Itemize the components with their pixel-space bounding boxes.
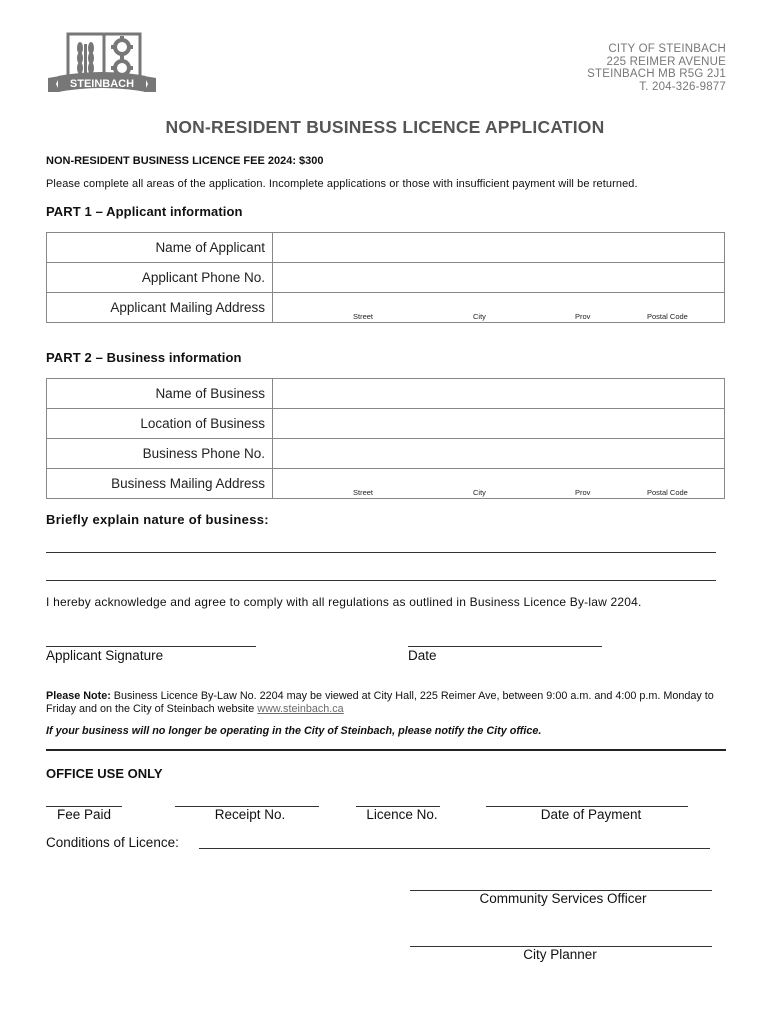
nature-line-1[interactable] xyxy=(46,552,716,553)
business-location-field[interactable] xyxy=(273,409,725,439)
address-phone: T. 204-326-9877 xyxy=(639,80,726,93)
postal-code-sublabel: Postal Code xyxy=(647,312,688,321)
address-subfields xyxy=(273,488,724,497)
business-address-field[interactable] xyxy=(273,469,725,499)
address-subfields xyxy=(273,312,724,321)
street-sublabel: Street xyxy=(353,488,374,497)
street-sublabel: Street xyxy=(353,312,374,321)
note-label: Please Note: xyxy=(46,690,111,702)
please-note xyxy=(46,690,726,716)
city-sublabel: City xyxy=(473,312,486,321)
part2-heading: PART 2 – Business information xyxy=(46,350,242,365)
applicant-info-table xyxy=(46,232,725,323)
conditions-line[interactable] xyxy=(199,848,710,849)
planner-label: City Planner xyxy=(523,947,597,962)
date-line[interactable] xyxy=(408,646,602,647)
business-phone-label: Business Phone No. xyxy=(47,439,273,469)
applicant-phone-label: Applicant Phone No. xyxy=(47,263,273,293)
business-location-label: Location of Business xyxy=(47,409,273,439)
conditions-label: Conditions of Licence: xyxy=(46,835,179,850)
steinbach-logo xyxy=(46,32,158,104)
note-text: Business Licence By-Law No. 2204 may be viewed at City Hall, 225 Reimer Ave, between 9:00 a.m. and 4:00 p.m. Monday to Friday and on the City of Steinbach website xyxy=(46,690,714,715)
address-line: STEINBACH MB R5G 2J1 xyxy=(587,68,726,80)
business-info-table xyxy=(46,378,725,499)
city-sublabel: City xyxy=(473,488,486,497)
date-label: Date xyxy=(408,648,437,663)
signature-label: Applicant Signature xyxy=(46,648,164,663)
part1-heading: PART 1 – Applicant information xyxy=(46,204,243,219)
office-use-heading: OFFICE USE ONLY xyxy=(46,766,163,781)
address-line: CITY OF STEINBACH xyxy=(608,43,726,55)
prov-sublabel: Prov xyxy=(575,488,591,497)
applicant-name-label: Name of Applicant xyxy=(47,233,273,263)
signature-line[interactable] xyxy=(46,646,256,647)
notify-city: If your business will no longer be operating in the City of Steinbach, please notify the City office. xyxy=(46,725,542,737)
licence-no-label: Licence No. xyxy=(366,807,438,822)
prov-sublabel: Prov xyxy=(575,312,591,321)
acknowledgement: I hereby acknowledge and agree to comply with all regulations as outlined in Business Licence By-law 2204. xyxy=(46,595,642,609)
payment-date-label: Date of Payment xyxy=(540,807,642,822)
svg-text:STEINBACH: STEINBACH xyxy=(69,78,135,90)
fee-paid-label: Fee Paid xyxy=(56,807,112,822)
business-name-label: Name of Business xyxy=(47,379,273,409)
address-line: 225 REIMER AVENUE xyxy=(606,55,726,68)
section-divider xyxy=(46,749,726,751)
receipt-label: Receipt No. xyxy=(214,807,286,822)
form-title: NON-RESIDENT BUSINESS LICENCE APPLICATION xyxy=(165,117,605,137)
instructions: Please complete all areas of the application. Incomplete applications or those with insufficient payment will be returned. xyxy=(46,178,638,190)
postal-code-sublabel: Postal Code xyxy=(647,488,688,497)
nature-heading: Briefly explain nature of business: xyxy=(46,512,269,527)
business-phone-field[interactable] xyxy=(273,439,725,469)
applicant-address-field[interactable] xyxy=(273,293,725,323)
website-link[interactable]: www.steinbach.ca xyxy=(257,703,344,715)
city-address xyxy=(587,43,726,93)
applicant-address-label: Applicant Mailing Address xyxy=(47,293,273,323)
officer-label: Community Services Officer xyxy=(479,891,647,906)
licence-fee: NON-RESIDENT BUSINESS LICENCE FEE 2024: $300 xyxy=(46,155,324,167)
business-address-label: Business Mailing Address xyxy=(47,469,273,499)
applicant-phone-field[interactable] xyxy=(273,263,725,293)
business-name-field[interactable] xyxy=(273,379,725,409)
nature-line-2[interactable] xyxy=(46,580,716,581)
applicant-name-field[interactable] xyxy=(273,233,725,263)
